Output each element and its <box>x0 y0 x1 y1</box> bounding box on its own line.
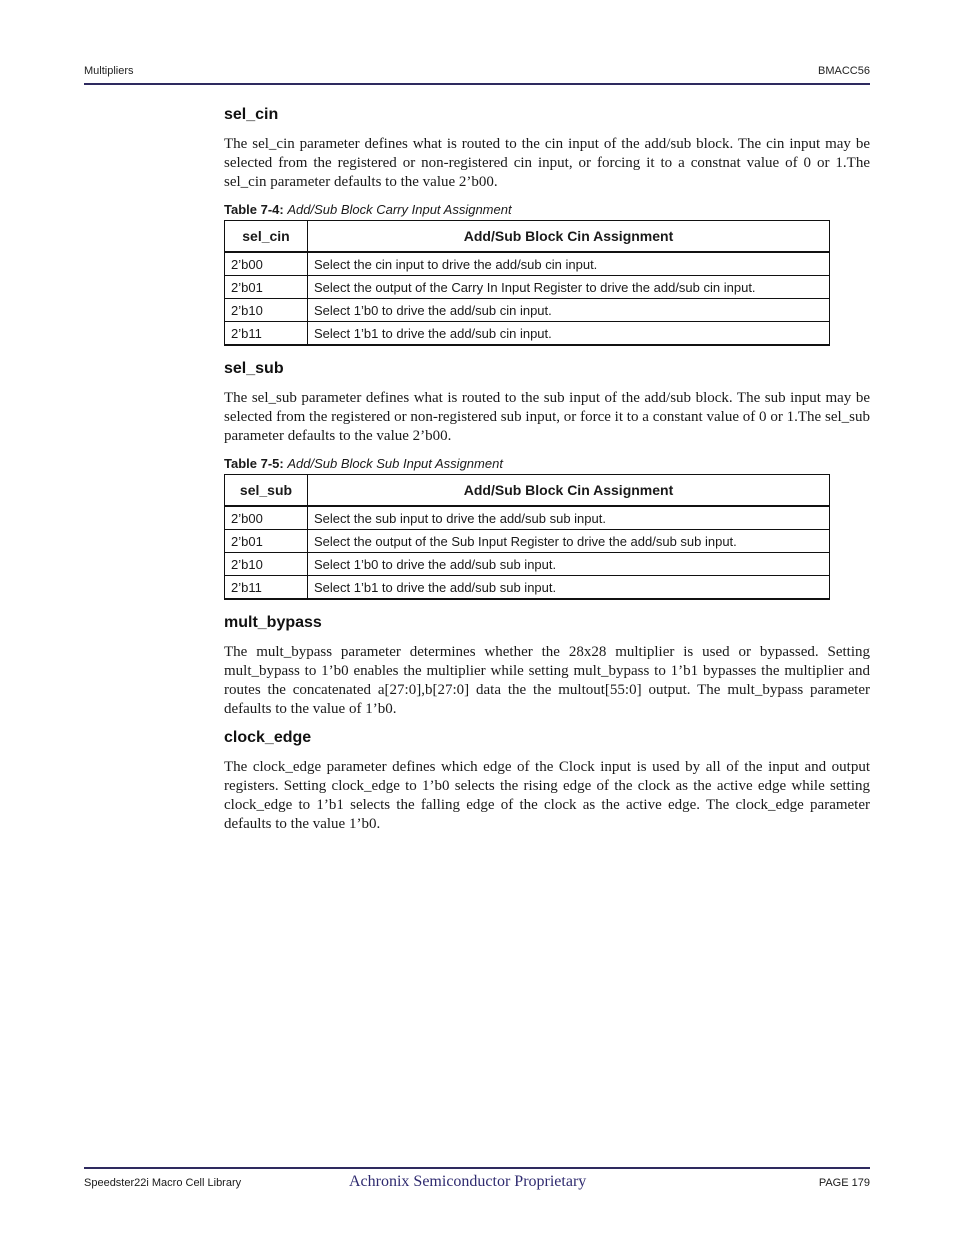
table-row <box>225 276 830 299</box>
table-caption-7-5 <box>224 456 870 471</box>
table-cell-description: Select the sub input to drive the add/sub sub input. <box>308 506 830 530</box>
table-cell-value: 2’b01 <box>225 276 308 299</box>
page-content <box>224 106 870 844</box>
column-header: Add/Sub Block Cin Assignment <box>308 475 830 507</box>
paragraph-clock-edge: The clock_edge parameter defines which edge of the Clock input is used by all of the input and output registers. Setting clock_edge to 1’b0 selects the rising edge of the clock as the active edge while setting clock_edge to 1’b1 selects the falling edge of the clock as the active edge. The clock_edge parameter defaults to the value 1’b0. <box>224 759 870 832</box>
page-footer <box>84 1172 870 1196</box>
table-caption-7-4 <box>224 202 870 217</box>
table-row <box>225 553 830 576</box>
footer-proprietary-notice: Achronix Semiconductor Proprietary <box>349 1173 587 1190</box>
column-header: sel_sub <box>225 475 308 507</box>
header-doc-code: BMACC56 <box>818 65 870 77</box>
table-header-row <box>225 221 830 253</box>
table-cell-description: Select 1’b1 to drive the add/sub cin input. <box>308 322 830 346</box>
column-header: Add/Sub Block Cin Assignment <box>308 221 830 253</box>
paragraph-sel-cin: The sel_cin parameter defines what is routed to the cin input of the add/sub block. The cin input may be selected from the registered or non-registered cin input, or forcing it to a constnat value of 0 or 1.The sel_cin parameter defaults to the value 2’b00. <box>224 136 870 190</box>
table-cell-value: 2’b10 <box>225 553 308 576</box>
section-heading-sel-cin: sel_cin <box>224 106 279 123</box>
column-header: sel_cin <box>225 221 308 253</box>
table-sel-sub <box>224 474 830 600</box>
table-caption-number: Table 7-4: <box>224 202 284 217</box>
table-cell-description: Select 1’b1 to drive the add/sub sub input. <box>308 576 830 600</box>
table-cell-description: Select the output of the Carry In Input Register to drive the add/sub cin input. <box>308 276 830 299</box>
header-section-title: Multipliers <box>84 65 134 77</box>
table-row <box>225 322 830 346</box>
table-cell-value: 2’b00 <box>225 252 308 276</box>
table-cell-value: 2’b10 <box>225 299 308 322</box>
table-sel-cin <box>224 220 830 346</box>
section-heading-mult-bypass: mult_bypass <box>224 614 322 631</box>
header-divider <box>84 83 870 85</box>
table-row <box>225 299 830 322</box>
footer-divider <box>84 1167 870 1169</box>
table-row <box>225 252 830 276</box>
footer-page-number: PAGE 179 <box>818 1177 870 1189</box>
table-cell-value: 2’b01 <box>225 530 308 553</box>
section-heading-clock-edge: clock_edge <box>224 729 312 746</box>
table-cell-description: Select 1’b0 to drive the add/sub cin input. <box>308 299 830 322</box>
table-cell-value: 2’b00 <box>225 506 308 530</box>
table-row <box>225 576 830 600</box>
section-heading-sel-sub: sel_sub <box>224 360 284 377</box>
table-cell-description: Select 1’b0 to drive the add/sub sub input. <box>308 553 830 576</box>
table-header-row <box>225 475 830 507</box>
table-cell-value: 2’b11 <box>225 576 308 600</box>
paragraph-mult-bypass: The mult_bypass parameter determines whether the 28x28 multiplier is used or bypassed. Setting mult_bypass to 1’b0 enables the multiplier while setting mult_bypass to 1’b1 bypasses the multiplier and routes the concatenated a[27:0],b[27:0] data the the multout[55:0] output. The mult_bypass parameter defaults to the value of 1’b0. <box>224 644 870 717</box>
table-row <box>225 530 830 553</box>
table-row <box>225 506 830 530</box>
table-caption-title: Add/Sub Block Sub Input Assignment <box>287 456 503 471</box>
table-cell-description: Select the cin input to drive the add/sub cin input. <box>308 252 830 276</box>
table-cell-description: Select the output of the Sub Input Register to drive the add/sub sub input. <box>308 530 830 553</box>
page-header <box>84 63 870 83</box>
table-caption-number: Table 7-5: <box>224 456 284 471</box>
table-caption-title: Add/Sub Block Carry Input Assignment <box>287 202 512 217</box>
table-cell-value: 2’b11 <box>225 322 308 346</box>
paragraph-sel-sub: The sel_sub parameter defines what is routed to the sub input of the add/sub block. The sub input may be selected from the registered or non-registered sub input, or force it to a constant value of 0 or 1.The sel_sub parameter defaults to the value 2’b00. <box>224 390 870 444</box>
footer-book-title: Speedster22i Macro Cell Library <box>84 1177 242 1189</box>
